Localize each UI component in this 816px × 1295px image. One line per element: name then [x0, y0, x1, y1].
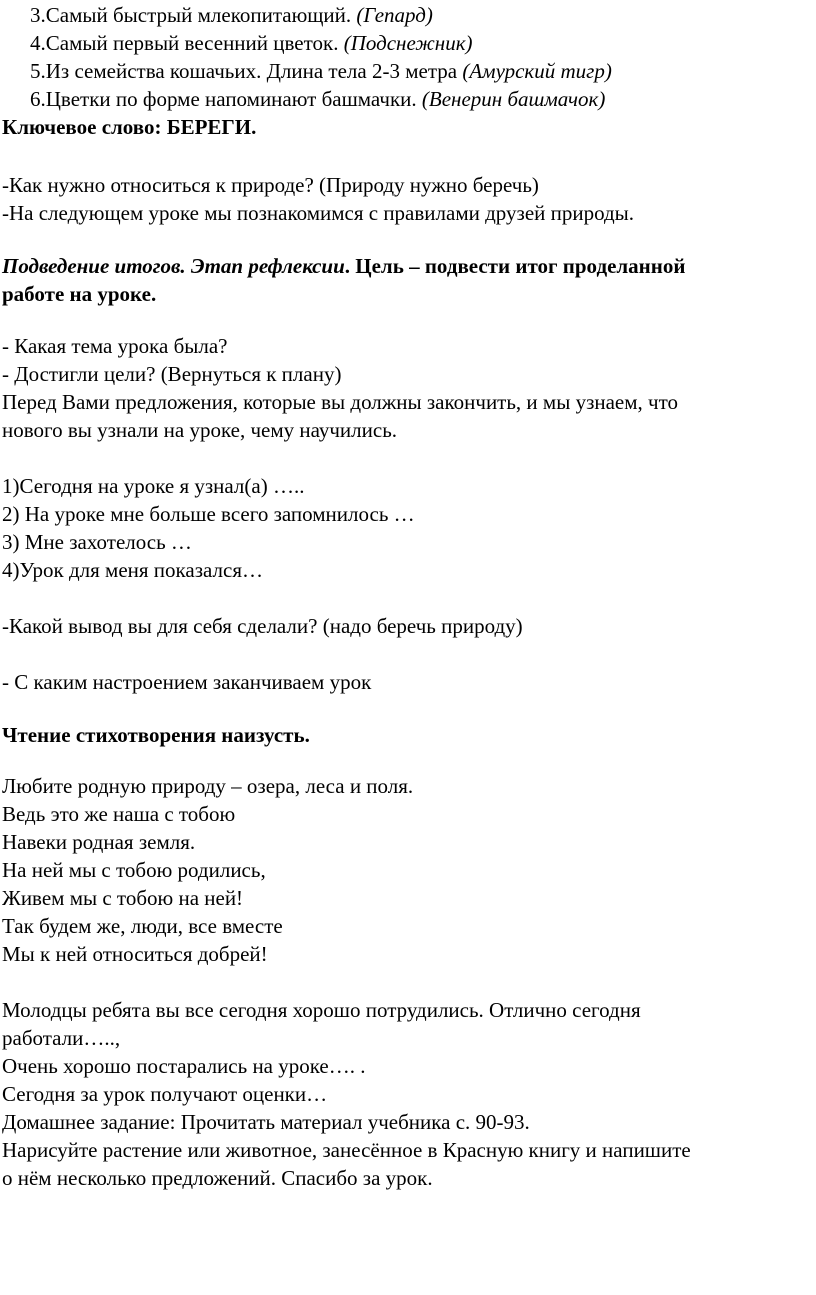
keyword: Ключевое слово: БЕРЕГИ.: [2, 115, 257, 139]
riddle-answer: (Подснежник): [343, 31, 473, 55]
riddle-3: [30, 2, 433, 29]
closing-line: Сегодня за урок получают оценки…: [2, 1082, 328, 1106]
reflection-heading: [2, 253, 685, 280]
riddle-5: [30, 58, 612, 85]
homework-task: Нарисуйте растение или животное, занесённое в Красную книгу и напишите: [2, 1138, 691, 1162]
riddle-answer: (Гепард): [356, 3, 433, 27]
sentence-2: 2) На уроке мне больше всего запомнилось …: [2, 502, 415, 526]
poem-line: Навеки родная земля.: [2, 830, 196, 854]
instructions-line2: нового вы узнали на уроке, чему научились.: [2, 418, 398, 442]
poem-heading: Чтение стихотворения наизусть.: [2, 723, 310, 747]
sentence-4: 4)Урок для меня показался…: [2, 558, 264, 582]
nature-question: -Как нужно относиться к природе? (Природу нужно беречь): [2, 173, 539, 197]
riddle-answer: (Амурский тигр): [462, 59, 612, 83]
reflection-heading-line2: работе на уроке.: [2, 282, 157, 306]
poem-line: Так будем же, люди, все вместе: [2, 914, 283, 938]
riddle-question: 3.Самый быстрый млекопитающий.: [30, 3, 352, 27]
mood-question: - С каким настроением заканчиваем урок: [2, 670, 372, 694]
sentence-3: 3) Мне захотелось …: [2, 530, 192, 554]
riddle-6: [30, 86, 605, 113]
poem-line: Мы к ней относиться добрей!: [2, 942, 268, 966]
conclusion-question: -Какой вывод вы для себя сделали? (надо беречь природу): [2, 614, 523, 638]
reflection-heading-rest: . Цель – подвести итог проделанной: [344, 254, 686, 278]
riddle-question: 6.Цветки по форме напоминают башмачки.: [30, 87, 417, 111]
homework-task-end: о нём несколько предложений. Спасибо за урок.: [2, 1166, 433, 1190]
poem-line: Ведь это же наша с тобою: [2, 802, 236, 826]
poem-line: Живем мы с тобою на ней!: [2, 886, 244, 910]
question-topic: - Какая тема урока была?: [2, 334, 228, 358]
riddle-answer: (Венерин башмачок): [421, 87, 606, 111]
homework: Домашнее задание: Прочитать материал учебника с. 90-93.: [2, 1110, 530, 1134]
next-lesson: -На следующем уроке мы познакомимся с правилами друзей природы.: [2, 201, 635, 225]
riddle-question: 5.Из семейства кошачьих. Длина тела 2-3 метра: [30, 59, 458, 83]
closing-line: работали…..,: [2, 1026, 121, 1050]
closing-line: Молодцы ребята вы все сегодня хорошо потрудились. Отлично сегодня: [2, 998, 641, 1022]
poem-line: На ней мы с тобою родились,: [2, 858, 266, 882]
closing-line: Очень хорошо постарались на уроке…. .: [2, 1054, 366, 1078]
riddle-question: 4.Самый первый весенний цветок.: [30, 31, 339, 55]
poem-line: Любите родную природу – озера, леса и поля.: [2, 774, 414, 798]
instructions-line1: Перед Вами предложения, которые вы должны закончить, и мы узнаем, что: [2, 390, 678, 414]
riddle-4: [30, 30, 473, 57]
reflection-heading-italic: Подведение итогов. Этап рефлексии: [2, 254, 345, 278]
question-goal: - Достигли цели? (Вернуться к плану): [2, 362, 342, 386]
sentence-1: 1)Сегодня на уроке я узнал(а) …..: [2, 474, 305, 498]
